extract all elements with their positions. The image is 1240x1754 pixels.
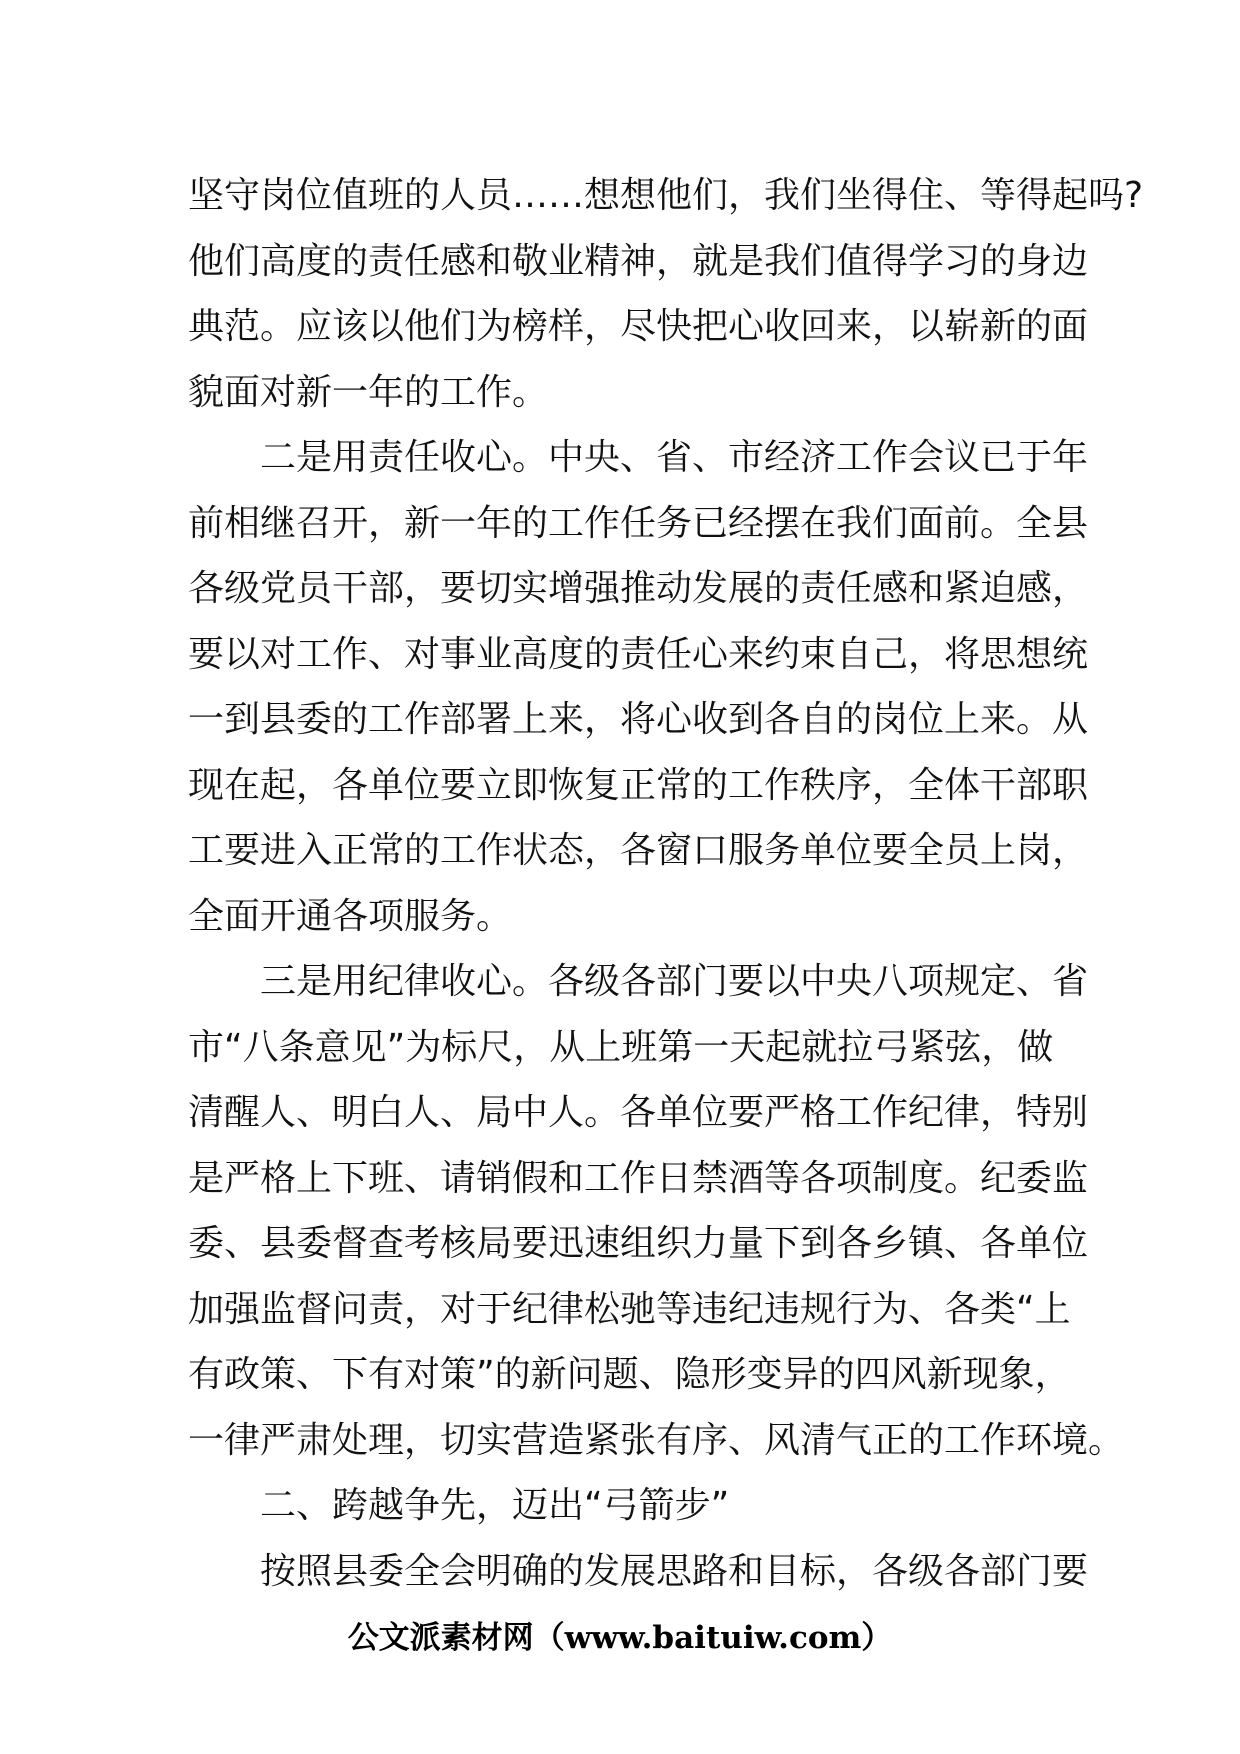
text-line: 工要进入正常的工作状态，各窗口服务单位要全员上岗， [188,830,1089,871]
text-line: 各级党员干部，要切实增强推动发展的责任感和紧迫感， [188,568,1089,609]
text-line: 一律严肃处理，切实营造紧张有序、风清气正的工作环境。 [188,1419,1125,1461]
document-body [188,163,1144,1604]
text-line: 坚守岗位值班的人员……想想他们，我们坐得住、等得起吗? [188,175,1144,216]
text-line: 是严格上下班、请销假和工作日禁酒等各项制度。纪委监 [188,1157,1089,1199]
paragraph-start-line: 二是用责任收心。中央、省、市经济工作会议已于年 [260,437,1089,478]
paragraph-start-line: 按照县委全会明确的发展思路和目标，各级各部门要 [260,1550,1089,1592]
footer-watermark: 公文派素材网（www.baituiw.com） [347,1620,893,1656]
text-line: 他们高度的责任感和敬业精神，就是我们值得学习的身边 [188,240,1089,282]
text-line: 貌面对新一年的工作。 [188,371,549,413]
text-line: 典范。应该以他们为榜样，尽快把心收回来，以崭新的面 [188,306,1089,347]
text-line: 一到县委的工作部署上来，将心收到各自的岗位上来。从 [188,699,1089,740]
text-line: 市“八条意见”为标尺，从上班第一天起就拉弓紧弦，做 [188,1026,1054,1068]
text-line: 有政策、下有对策”的新问题、隐形变异的四风新现象， [188,1354,1071,1395]
section-heading: 二、跨越争先，迈出“弓箭步” [260,1485,730,1526]
text-line: 要以对工作、对事业高度的责任心来约束自己，将思想统 [188,633,1089,675]
text-line: 加强监督问责，对于纪律松驰等违纪违规行为、各类“上 [188,1288,1071,1330]
text-line: 前相继召开，新一年的工作任务已经摆在我们面前。全县 [188,502,1089,544]
text-line: 现在起，各单位要立即恢复正常的工作秩序，全体干部职 [188,764,1089,806]
paragraph-start-line: 三是用纪律收心。各级各部门要以中央八项规定、省 [260,961,1089,1002]
text-line: 全面开通各项服务。 [188,895,513,937]
text-line: 委、县委督查考核局要迅速组织力量下到各乡镇、各单位 [188,1223,1089,1264]
text-line: 清醒人、明白人、局中人。各单位要严格工作纪律，特别 [188,1092,1089,1133]
